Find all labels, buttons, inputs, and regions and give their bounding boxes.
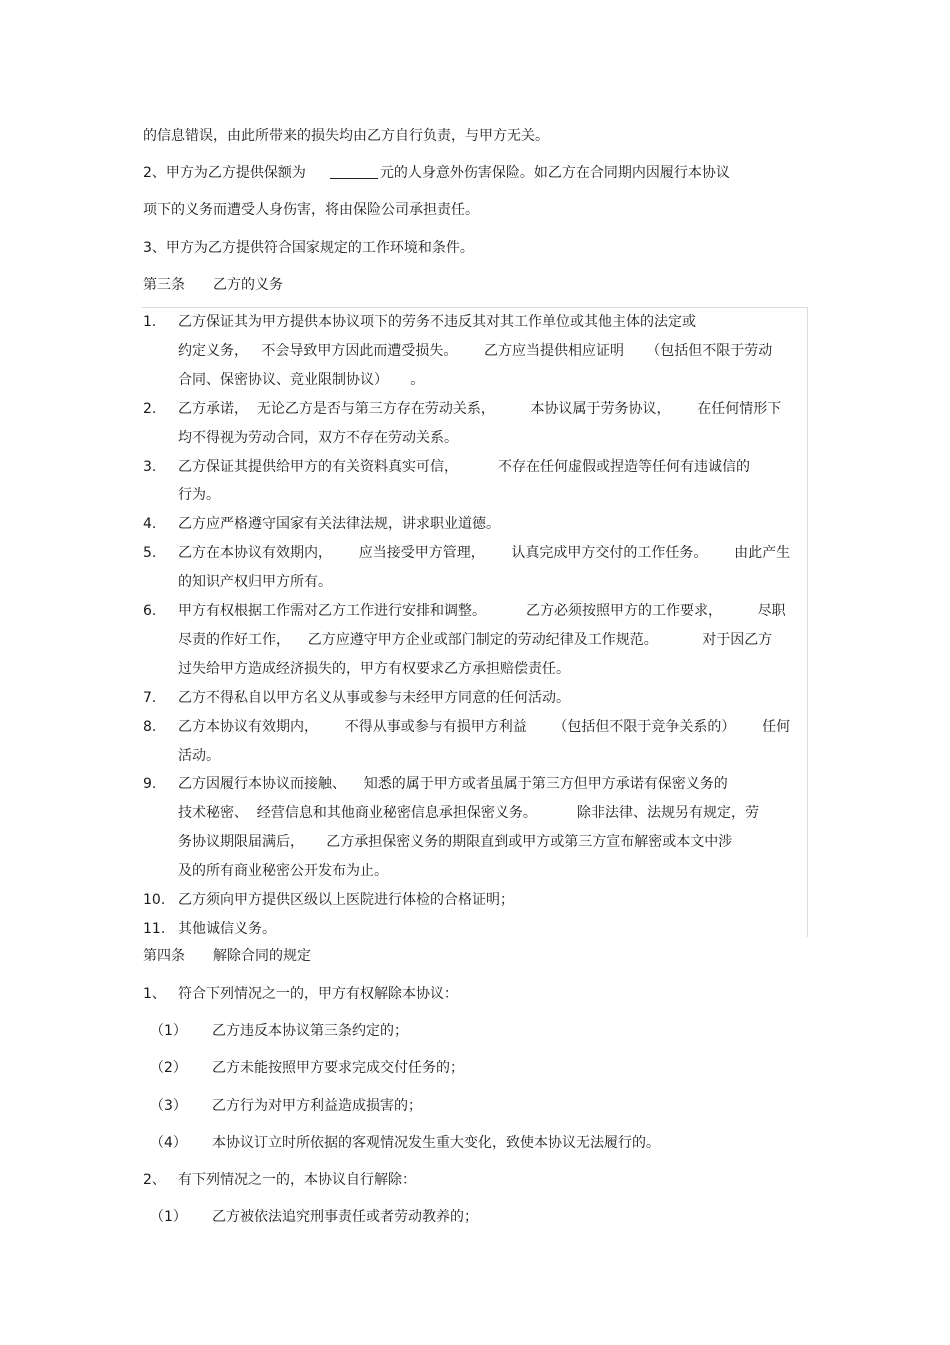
article-3-title: 乙方的义务 <box>213 277 283 293</box>
article-3-number: 第三条 <box>143 277 185 293</box>
clause-2-continuation: 项下的义务而遭受人身伤害，将由保险公司承担责任。 <box>143 202 479 218</box>
obligation-text-line: 乙方不得私自以甲方名义从事或参与未经甲方同意的任何活动。 <box>178 689 570 706</box>
obligation-text-line: 活动。 <box>178 747 220 764</box>
sub-item-number: （2） <box>150 1060 187 1076</box>
clause-2-line <box>143 163 730 183</box>
obligation-number: 10. <box>143 892 166 908</box>
article-4-title: 解除合同的规定 <box>213 948 311 964</box>
sub-item-text: 乙方行为对甲方利益造成损害的； <box>212 1098 422 1114</box>
termination-clause-1-number: 1、 <box>143 986 166 1002</box>
obligation-text-line: 约定义务， 不会导致甲方因此而遭受损失。 乙方应当提供相应证明 （包括但不限于劳动 <box>178 342 773 359</box>
obligation-number: 9. <box>143 776 157 793</box>
obligation-number: 3. <box>143 458 157 475</box>
obligation-text-line: 及的所有商业秘密公开发布为止。 <box>178 863 388 880</box>
obligation-text-line: 乙方承诺， 无论乙方是否与第三方存在劳动关系， 本协议属于劳务协议， 在任何情形下 <box>178 400 782 417</box>
article-3-heading <box>143 275 283 295</box>
sub-item-number: （4） <box>150 1135 187 1151</box>
sub-item-text: 乙方违反本协议第三条约定的； <box>212 1023 408 1039</box>
obligation-text-line: 过失给甲方造成经济损失的，甲方有权要求乙方承担赔偿责任。 <box>178 660 570 677</box>
obligation-number: 2. <box>143 400 157 417</box>
sub-item-text: 乙方被依法追究刑事责任或者劳动教养的； <box>212 1209 478 1225</box>
obligation-text-line: 乙方在本协议有效期内， 应当接受甲方管理， 认真完成甲方交付的工作任务。 由此产生 <box>178 545 791 562</box>
obligation-text-line: 的知识产权归甲方所有。 <box>178 574 332 591</box>
article-4-heading <box>143 946 311 966</box>
obligation-text-line: 乙方须向甲方提供区级以上医院进行体检的合格证明； <box>178 892 514 908</box>
obligation-number: 8. <box>143 718 157 735</box>
obligation-number: 11. <box>143 920 166 937</box>
obligation-number: 4. <box>143 516 157 533</box>
obligation-number: 1. <box>143 314 157 330</box>
sub-item-text: 本协议订立时所依据的客观情况发生重大变化，致使本协议无法履行的。 <box>212 1135 660 1151</box>
obligation-text-line: 乙方保证其提供给甲方的有关资料真实可信， 不存在任何虚假或捏造等任何有违诚信的 <box>178 458 751 475</box>
obligation-text-line: 合同、保密协议、竞业限制协议） 。 <box>178 371 425 388</box>
obligation-text-line: 甲方有权根据工作需对乙方工作进行安排和调整。 乙方必须按照甲方的工作要求， 尽职 <box>178 603 786 619</box>
obligation-number: 6. <box>143 603 157 619</box>
obligation-number: 7. <box>143 689 157 706</box>
obligation-text-line: 均不得视为劳动合同，双方不存在劳动关系。 <box>178 429 458 446</box>
termination-clause-1-text: 符合下列情况之一的，甲方有权解除本协议： <box>178 986 458 1002</box>
obligation-text-line: 乙方本协议有效期内， 不得从事或参与有损甲方利益 （包括但不限于竞争关系的） 任何 <box>178 718 791 735</box>
obligation-text-line: 其他诚信义务。 <box>178 920 276 937</box>
article-4-number: 第四条 <box>143 948 185 964</box>
clause-3-line: 3、甲方为乙方提供符合国家规定的工作环境和条件。 <box>143 240 474 256</box>
sub-item-number: （1） <box>150 1023 187 1039</box>
obligation-text-line: 乙方因履行本协议而接触、 知悉的属于甲方或者虽属于第三方但甲方承诺有保密义务的 <box>178 776 728 793</box>
clause-2-rest: 元的人身意外伤害保险。如乙方在合同期内因履行本协议 <box>379 165 730 181</box>
sub-item-text: 乙方未能按照甲方要求完成交付任务的； <box>212 1060 464 1076</box>
paragraph-line: 的信息错误，由此所带来的损失均由乙方自行负责，与甲方无关。 <box>143 128 549 144</box>
obligation-text-line: 务协议期限届满后， 乙方承担保密义务的期限直到或甲方或第三方宣布解密或本文中涉 <box>178 834 733 851</box>
amount-blank <box>330 164 378 179</box>
obligation-text-line: 乙方应严格遵守国家有关法律法规，讲求职业道德。 <box>178 516 500 533</box>
sub-item-number: （1） <box>150 1209 187 1225</box>
clause-2-start: 2、甲方为乙方提供保额为 <box>143 165 306 181</box>
obligation-number: 5. <box>143 545 157 562</box>
sub-item-number: （3） <box>150 1098 187 1114</box>
obligation-text-line: 尽责的作好工作， 乙方应遵守甲方企业或部门制定的劳动纪律及工作规范。 对于因乙方 <box>178 631 773 648</box>
obligation-text-line: 乙方保证其为甲方提供本协议项下的劳务不违反其对其工作单位或其他主体的法定或 <box>178 314 696 330</box>
termination-clause-2-number: 2、 <box>143 1172 166 1188</box>
termination-clause-2-text: 有下列情况之一的，本协议自行解除： <box>178 1172 416 1188</box>
obligation-text-line: 行为。 <box>178 487 220 504</box>
obligation-text-line: 技术秘密、 经营信息和其他商业秘密信息承担保密义务。 除非法律、法规另有规定，劳 <box>178 805 759 822</box>
